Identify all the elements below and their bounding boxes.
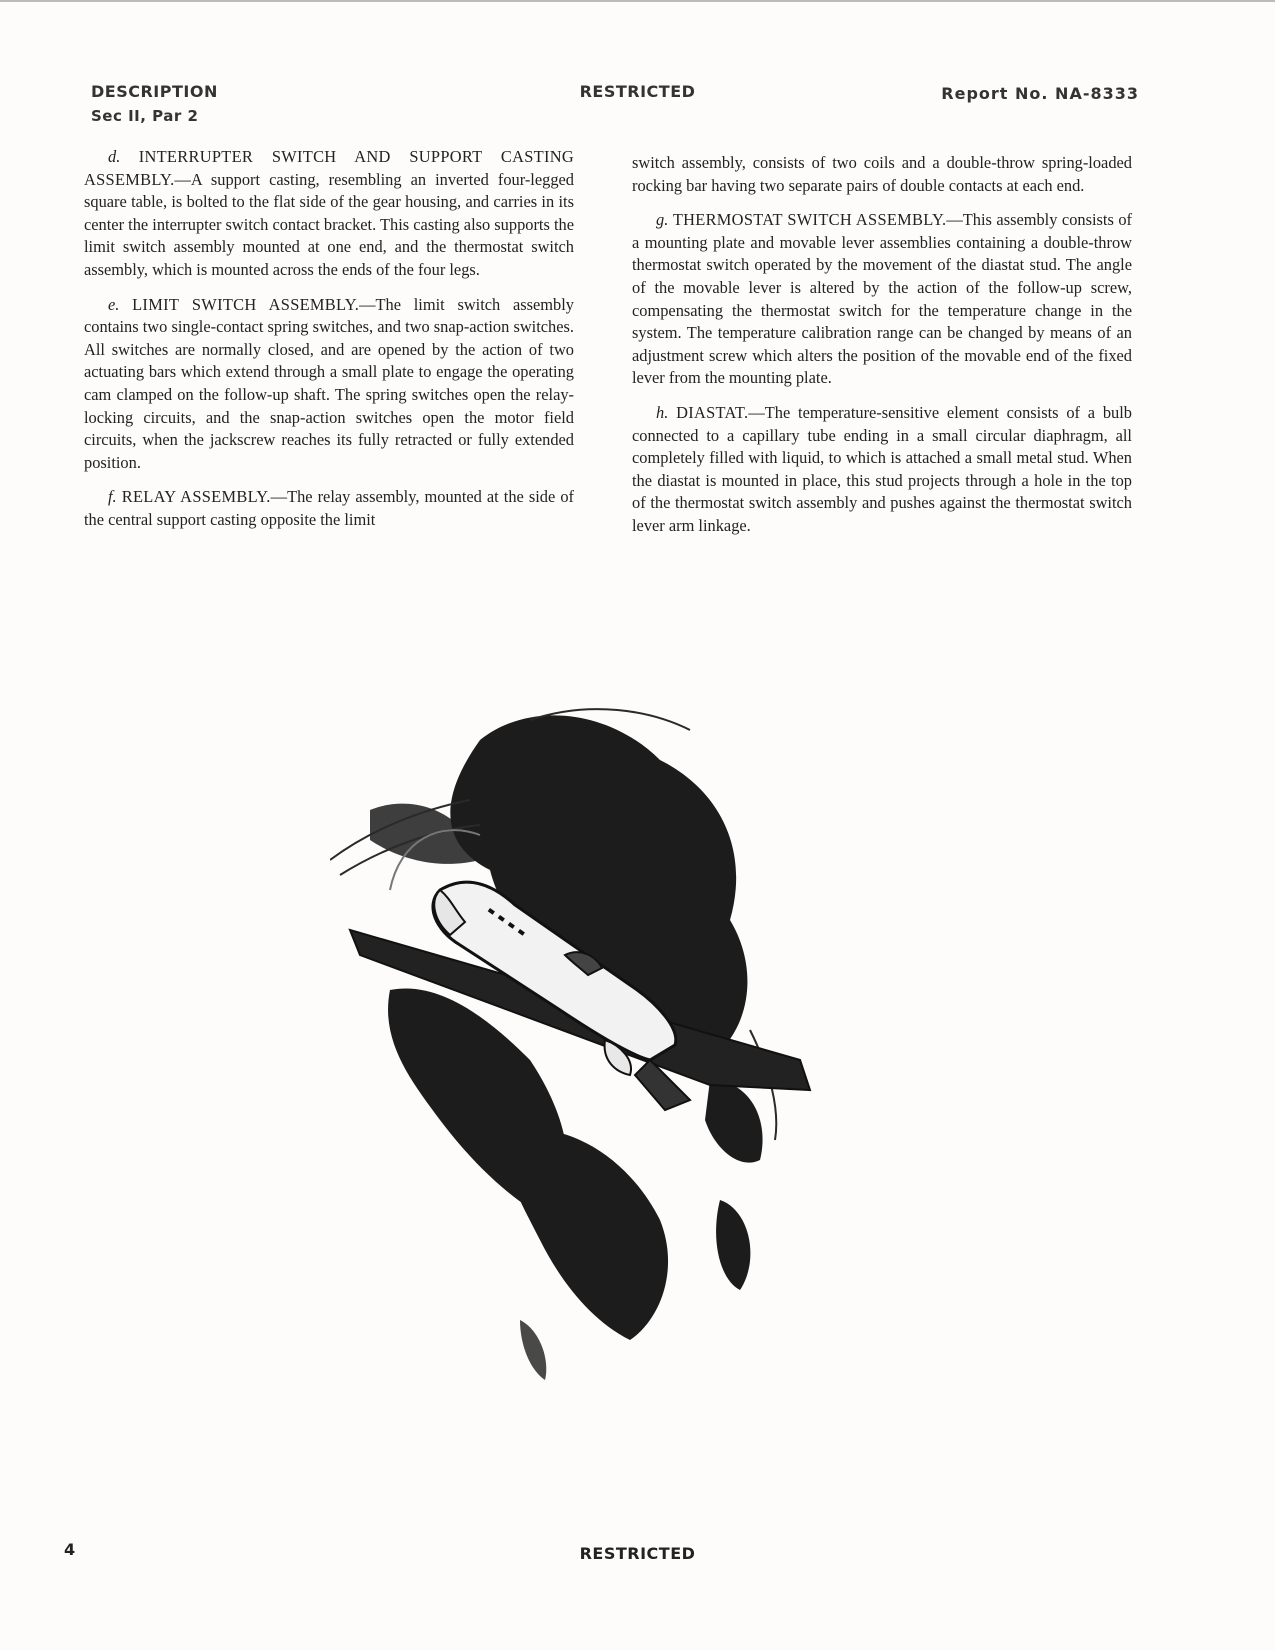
paragraph-f-lead: f. — [108, 487, 117, 507]
paragraph-h-lead: h. — [656, 402, 669, 422]
paragraph-d — [84, 146, 574, 282]
aircraft-drawing — [330, 700, 850, 1420]
paragraph-f — [84, 486, 574, 531]
header-classification: RESTRICTED — [579, 82, 696, 101]
paragraph-d-text: —A support casting, resembling an inverted four-legged square table, is bolted to the flat side of the gear housing, and carries in its center the interrupter switch contact bracket. This casting also supports the limit switch assembly mounted at one end, and the thermostat switch assembly, which is mounted across the ends of the four legs. — [84, 169, 574, 279]
paragraph-e — [84, 294, 574, 475]
paragraph-g — [632, 209, 1132, 390]
paragraph-h-text: —The temperature-sensitive element consists of a bulb connected to a capillary tube ending in a small circular diaphragm, all completely filled with liquid, to which is attached a small metal stud. When the diastat is mounted in place, this stud projects through a hole in the top of the thermostat switch assembly and pushes against the thermostat switch lever arm linkage. — [632, 402, 1132, 535]
paragraph-f-continuation: switch assembly, consists of two coils and a double-throw spring-loaded rocking bar having two separate pairs of double contacts at each end. — [632, 153, 1132, 195]
paragraph-e-text: —The limit switch assembly contains two single-contact spring switches, and two snap-action switches. All switches are normally closed, and are opened by the action of two actuating bars which extend through a small plate to engage the operating cam clamped on the follow-up shaft. The spring switches open the relay-locking circuits, and the snap-action switches open the motor field circuits, when the jackscrew reaches its fully retracted or fully extended position. — [84, 294, 574, 472]
right-column — [632, 152, 1132, 550]
paragraph-e-lead: e. — [108, 294, 120, 314]
paragraph-f-text: —The relay assembly, mounted at the side of the central support casting opposite the limit — [84, 487, 574, 529]
page-number: 4 — [64, 1540, 76, 1559]
paragraph-g-text: —This assembly consists of a mounting plate and movable lever assemblies containing a double-throw thermostat switch operated by the movement of the diastat stud. The angle of the movable lever is altered by the action of the follow-up screw, compensating the thermostat switch for the temperature change in the system. The temperature calibration range can be changed by means of an adjustment screw which alters the position of the movable end of the fixed lever from the mounting plate. — [632, 210, 1133, 388]
footer-classification: RESTRICTED — [579, 1544, 696, 1563]
report-number: Report No. NA-8333 — [941, 84, 1139, 103]
paragraph-f-heading: RELAY ASSEMBLY. — [121, 487, 271, 507]
paragraph-h-heading: DIASTAT. — [676, 402, 749, 422]
paragraph-g-heading: THERMOSTAT SWITCH ASSEMBLY. — [672, 210, 947, 230]
left-column — [84, 146, 574, 544]
paragraph-h — [632, 402, 1132, 538]
aircraft-illustration — [330, 700, 850, 1420]
paragraph-g-lead: g. — [656, 210, 669, 230]
section-title: DESCRIPTION — [91, 82, 218, 101]
paragraph-d-heading: INTERRUPTER SWITCH AND SUPPORT CASTING ASSEMBLY. — [84, 147, 574, 189]
paragraph-d-lead: d. — [108, 147, 121, 166]
paragraph-e-heading: LIMIT SWITCH ASSEMBLY. — [132, 294, 360, 314]
section-subtitle: Sec II, Par 2 — [91, 107, 199, 125]
top-edge-line — [0, 0, 1275, 2]
